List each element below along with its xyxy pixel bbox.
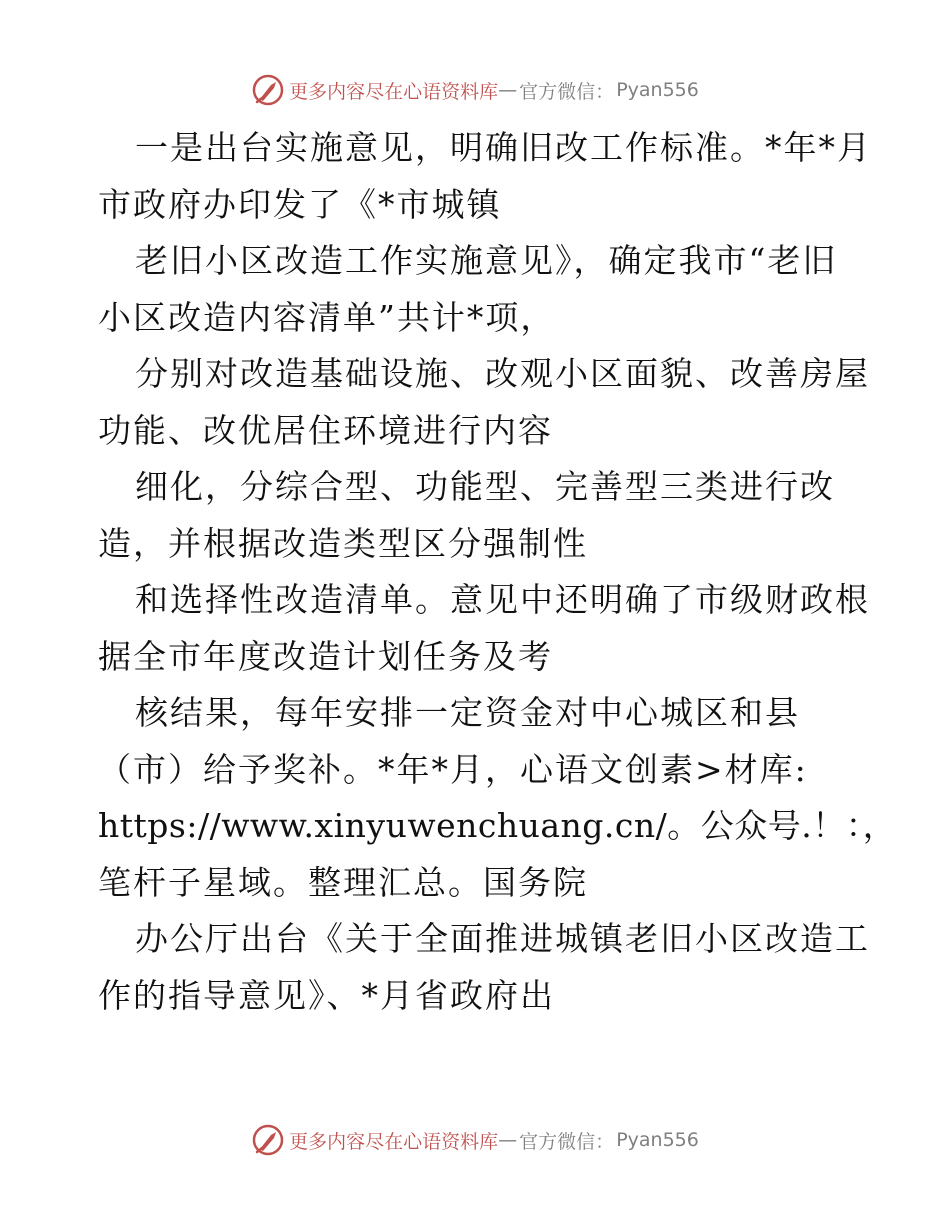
text-line: （市）给予奖补。*年*月，心语文创素>材库: [98,749,808,789]
text-line: 市政府办印发了《*市城镇 [98,184,502,224]
text-line: 笔杆子星域。整理汇总。国务院 [98,862,588,902]
text-line: 据全市年度改造计划任务及考 [98,636,553,676]
text-line-url: https://www.xinyuwenchuang.cn/。公众号.！：， [98,806,897,845]
text-line: 功能、改优居住环境进行内容 [98,410,553,450]
pen-nib-logo-icon [251,1123,285,1157]
header-watermark [0,70,950,110]
text-line: 分别对改造基础设施、改观小区面貌、改善房屋 [135,354,870,393]
pen-nib-logo-icon [251,73,285,107]
text-line: 一是出台实施意见，明确旧改工作标准。*年*月 [135,128,872,167]
watermark-main-text: 更多内容尽在心语资料库 [289,1130,499,1153]
watermark-wechat-label: 官方微信： [519,1130,615,1153]
watermark-wechat-id: Pyan556 [616,1129,699,1151]
text-line: 办公厅出台《关于全面推进城镇老旧小区改造工 [135,919,870,958]
text-line: 细化，分综合型、功能型、完善型三类进行改 [135,467,835,506]
footer-watermark [0,1120,950,1160]
text-line: 小区改造内容清单”共计*项， [98,297,556,337]
watermark-separator: — [498,79,518,101]
text-line: 老旧小区改造工作实施意见》，确定我市“老旧 [135,241,838,280]
watermark-wechat-label: 官方微信： [519,80,615,103]
text-line: 和选择性改造清单。意见中还明确了市级财政根 [135,580,870,619]
watermark-wechat-id: Pyan556 [616,79,699,101]
text-line: 核结果，每年安排一定资金对中心城区和县 [135,693,800,732]
watermark-main-text: 更多内容尽在心语资料库 [289,80,499,103]
document-body [98,120,897,1024]
text-line: 作的指导意见》、*月省政府出 [98,975,555,1015]
watermark-separator: — [498,1129,518,1151]
text-line: 造，并根据改造类型区分强制性 [98,523,588,563]
